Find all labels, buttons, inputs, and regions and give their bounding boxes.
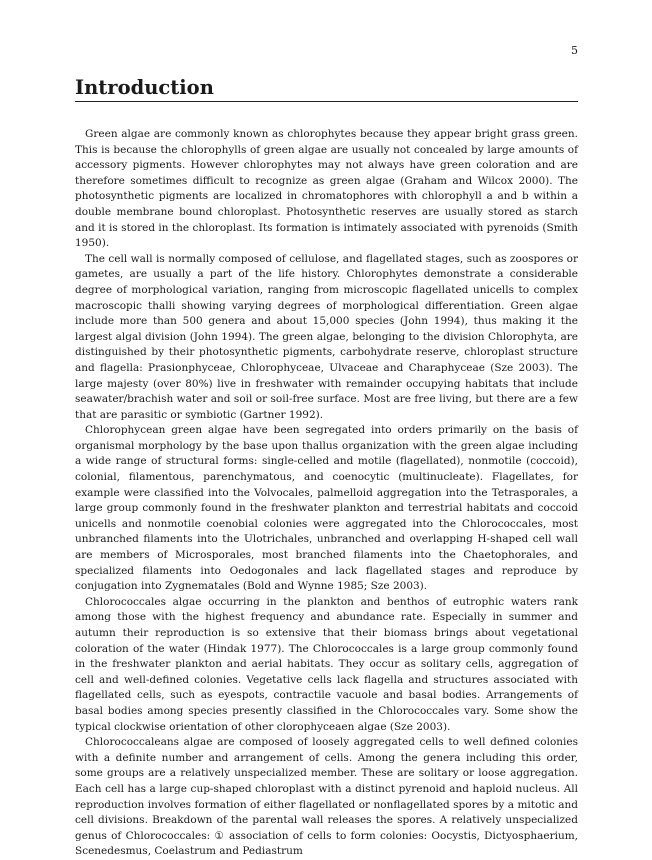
paragraph: Chlorococcaleans algae are composed of loosely aggregated cells to well defined colonies with a definite number and arrangement of cells. Among the genera including this order, some groups are a relatively unspecialized member. These are solitary or loose aggregation. Each cell has a large cup-shaped chloroplast with a distinct pyrenoid and haploid nucleus. All reproduction involves formation of either flagellated or nonflagellated spores by a mitotic and cell divisions. Breakdown of the parental wall releases the spores. A relatively unspecialized genus of Chlorococcales: ① association of cells to form colonies: Oocystis, Dictyosphaerium, Scenedesmus, Coelastrum and Pediastrum [75, 736, 578, 858]
paragraph: Green algae are commonly known as chlorophytes because they appear bright grass green. This is because the chlorophylls of green algae are usually not concealed by large amounts of accessory pigments. However chlorophytes may not always have green coloration and are therefore sometimes difficult to recognize as green algae (Graham and Wilcox 2000). The photosynthetic pigments are localized in chromatophores with chlorophyll a and b within a double membrane bound chloroplast. Photosynthetic reserves are usually stored as starch and it is stored in the chloroplast. Its formation is intimately associated with pyrenoids (Smith 1950). [75, 128, 578, 250]
page-number: 5 [571, 44, 578, 57]
chapter-title: Introduction [75, 76, 214, 99]
body-text [75, 127, 578, 860]
title-rule [75, 101, 578, 102]
paragraph: Chlorophycean green algae have been segregated into orders primarily on the basis of organismal morphology by the base upon thallus organization with the green algae including a wide range of structural forms: single-celled and motile (flagellated), nonmotile (coccoid), colonial, filamentous, parenchymatous, and coenocytic (multinucleate). Flagellates, for example were classified into the Volvocales, palmelloid aggregation into the Tetrasporales, a large group commonly found in the freshwater plankton and terrestrial habitats and coccoid unicells and nonmotile coenobial colonies were aggregated into the Chlorococcales, most unbranched filaments into the Ulotrichales, unbranched and overlapping H-shaped cell wall are members of Microsporales, most branched filaments into the Chaetophorales, and specialized filaments into Oedogonales and lack flagellated stages and reproduce by conjugation into Zygnematales (Bold and Wynne 1985; Sze 2003). [75, 424, 578, 593]
paragraph: Chlorococcales algae occurring in the plankton and benthos of eutrophic waters rank among those with the highest frequency and abundance rate. Especially in summer and autumn their reproduction is so extensive that their biomass brings about vegetational coloration of the water (Hindak 1977). The Chlorococcales is a large group commonly found in the freshwater plankton and aerial habitats. They occur as solitary cells, aggregation of cell and well-defined colonies. Vegetative cells lack flagella and structures associated with flagellated cells, such as eyespots, contractile vacuole and basal bodies. Arrangements of basal bodies among species presently classified in the Chlorococcales vary. Some show the typical clockwise orientation of other clorophyceaen algae (Sze 2003). [75, 595, 578, 733]
paragraph: The cell wall is normally composed of cellulose, and flagellated stages, such as zoospores or gametes, are usually a part of the life history. Chlorophytes demonstrate a considerable degree of morphological variation, ranging from microscopic flagellated unicells to complex macroscopic thalli showing varying degrees of morphological differentiation. Green algae include more than 500 genera and about 15,000 species (John 1994), thus making it the largest algal division (John 1994). The green algae, belonging to the division Chlorophyta, are distinguished by their photosynthetic pigments, carbohydrate reserve, chloroplast structure and flagella: Prasionphyceae, Chlorophyceae, Ulvaceae and Charaphyceae (Sze 2003). The large majesty (over 80%) live in freshwater with remainder occupying habitats that include seawater/brachish water and soil or soil-free surface. Most are free living, but there are a few that are parasitic or symbiotic (Gartner 1992). [75, 252, 578, 421]
